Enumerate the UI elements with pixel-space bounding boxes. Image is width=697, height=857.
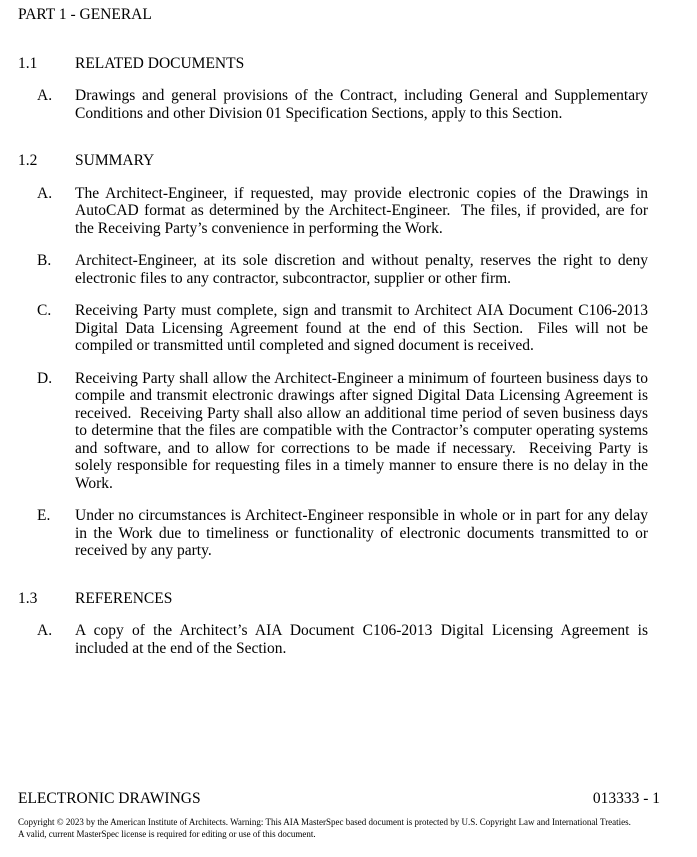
part-heading: PART 1 - GENERAL: [18, 6, 152, 23]
paragraph-letter: A.: [37, 622, 53, 639]
paragraph-letter: D.: [37, 369, 53, 387]
spec-paragraph: [18, 369, 652, 493]
paragraph-letter: A.: [37, 87, 53, 104]
paragraph-letter: A.: [37, 184, 53, 202]
paragraph-letter: E.: [37, 507, 51, 524]
spec-paragraph: [18, 184, 652, 238]
paragraph-text: Drawings and general provisions of the Contract, including General and Supplementary Conditions and other Division 01 Specification Sections, apply to this Section.: [75, 87, 652, 122]
section-heading-summary: [18, 152, 648, 170]
section-heading-references: [18, 590, 648, 608]
copyright-notice: Copyright © 2023 by the American Institute of Architects. Warning: This AIA MasterSpec based document is protected by U.S. Copyright Law and International Treaties. A valid, current MasterSpec license is required for editing or use of this document.: [18, 817, 631, 839]
section-heading-related-documents: [18, 55, 648, 73]
section-title: REFERENCES: [75, 589, 173, 607]
paragraph-letter: B.: [37, 252, 52, 269]
spec-paragraph: [18, 252, 652, 287]
spec-paragraph: [18, 507, 652, 560]
section-number: 1.1: [18, 54, 38, 72]
spec-paragraph: [18, 302, 652, 355]
footer-section-title: ELECTRONIC DRAWINGS: [18, 790, 201, 807]
paragraph-text: Under no circumstances is Architect-Engineer responsible in whole or in part for any delay in the Work due to timeliness or functionality of electronic documents transmitted to or received by any party.: [75, 507, 652, 559]
spec-paragraph: [18, 622, 652, 657]
paragraph-text: Receiving Party shall allow the Architect-Engineer a minimum of fourteen business days to compile and transmit electronic drawings after signed Digital Data Licensing Agreement is received. Receiving Party shall also allow an additional time period of seven business days to determine that the files are compatible with the Contractor’s computer operating systems and software, and to allow for corrections to be made if necessary. Receiving Party is solely responsible for requesting files in a timely manner to ensure there is no delay in the Work.: [75, 369, 652, 492]
section-title: RELATED DOCUMENTS: [75, 54, 245, 72]
section-title: SUMMARY: [75, 152, 155, 169]
paragraph-letter: C.: [37, 302, 52, 319]
page-footer: [18, 790, 660, 808]
paragraph-text: The Architect-Engineer, if requested, may provide electronic copies of the Drawings in AutoCAD format as determined by the Architect-Engineer. The files, if provided, are for the Receiving Party’s convenience in performing the Work.: [75, 184, 652, 237]
paragraph-text: Receiving Party must complete, sign and transmit to Architect AIA Document C106-2013 Digital Data Licensing Agreement found at the end of this Section. Files will not be compiled or transmitted until completed and signed document is received.: [75, 302, 652, 354]
paragraph-text: A copy of the Architect’s AIA Document C106-2013 Digital Licensing Agreement is included at the end of the Section.: [75, 622, 652, 657]
footer-page-number: 013333 - 1: [592, 790, 660, 807]
paragraph-text: Architect-Engineer, at its sole discretion and without penalty, reserves the right to deny electronic files to any contractor, subcontractor, supplier or other firm.: [75, 252, 652, 287]
section-number: 1.3: [18, 589, 38, 607]
section-number: 1.2: [18, 152, 38, 169]
spec-paragraph: [18, 87, 652, 122]
